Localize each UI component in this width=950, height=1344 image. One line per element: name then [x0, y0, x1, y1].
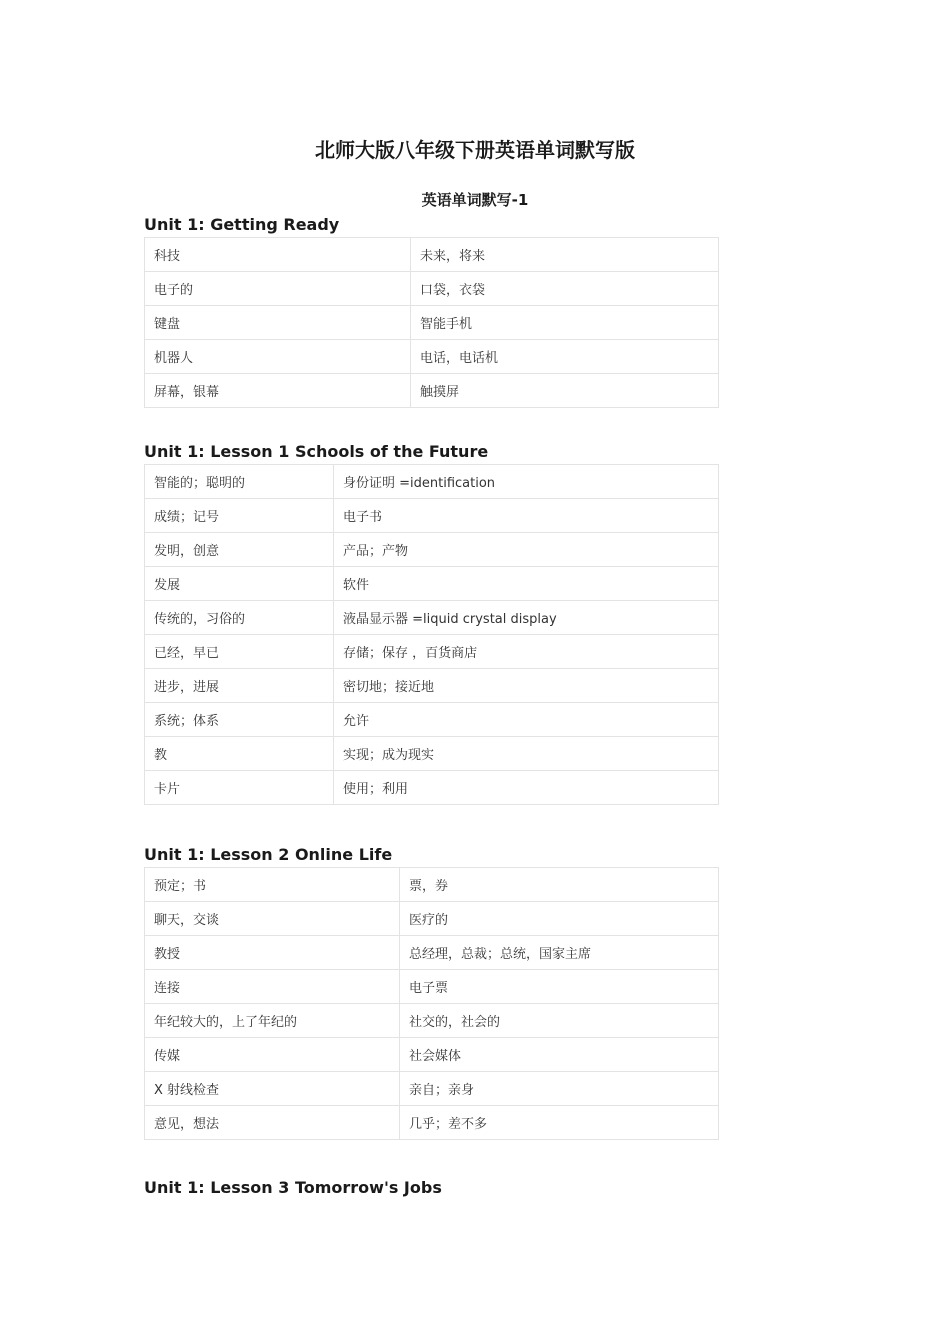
table-row [145, 601, 719, 635]
table-row [145, 868, 719, 902]
table-cell: 智能手机 [411, 306, 719, 340]
section-heading-lesson-2: Unit 1: Lesson 2 Online Life [144, 845, 393, 864]
table-cell: 智能的；聪明的 [145, 465, 334, 499]
table-row [145, 1106, 719, 1140]
table-cell: 电话，电话机 [411, 340, 719, 374]
table-cell: 存储；保存 ，百货商店 [334, 635, 719, 669]
table-cell: 触摸屏 [411, 374, 719, 408]
table-cell: 成绩；记号 [145, 499, 334, 533]
table-cell: 年纪较大的，上了年纪的 [145, 1004, 400, 1038]
table-cell: 未来，将来 [411, 238, 719, 272]
table-cell: 社会媒体 [400, 1038, 719, 1072]
table-cell: 电子书 [334, 499, 719, 533]
table-cell: 社交的，社会的 [400, 1004, 719, 1038]
table-row [145, 1004, 719, 1038]
table-row [145, 970, 719, 1004]
section-heading-lesson-3: Unit 1: Lesson 3 Tomorrow's Jobs [144, 1178, 442, 1197]
table-row [145, 533, 719, 567]
table-cell: 产品；产物 [334, 533, 719, 567]
table-row [145, 306, 719, 340]
table-cell: 已经，早已 [145, 635, 334, 669]
table-cell: 预定；书 [145, 868, 400, 902]
table-row [145, 465, 719, 499]
table-cell: 连接 [145, 970, 400, 1004]
section-heading-lesson-1: Unit 1: Lesson 1 Schools of the Future [144, 442, 489, 461]
vocab-table-getting-ready [144, 237, 719, 408]
table-cell: 发展 [145, 567, 334, 601]
table-row [145, 635, 719, 669]
table-cell: X 射线检查 [145, 1072, 400, 1106]
table-row [145, 703, 719, 737]
table-cell: 票，券 [400, 868, 719, 902]
table-cell: 传统的，习俗的 [145, 601, 334, 635]
table-cell: 机器人 [145, 340, 411, 374]
table-cell: 身份证明 =identification [334, 465, 719, 499]
table-row [145, 902, 719, 936]
table-cell: 使用；利用 [334, 771, 719, 805]
table-cell: 发明，创意 [145, 533, 334, 567]
table-row [145, 374, 719, 408]
document-subtitle: 英语单词默写-1 [421, 191, 529, 209]
table-cell: 进步，进展 [145, 669, 334, 703]
table-row [145, 771, 719, 805]
table-cell: 允许 [334, 703, 719, 737]
table-cell: 键盘 [145, 306, 411, 340]
table-cell: 液晶显示器 =liquid crystal display [334, 601, 719, 635]
table-cell: 几乎；差不多 [400, 1106, 719, 1140]
table-cell: 系统；体系 [145, 703, 334, 737]
table-cell: 传媒 [145, 1038, 400, 1072]
table-row [145, 238, 719, 272]
table-cell: 电子票 [400, 970, 719, 1004]
table-row [145, 669, 719, 703]
table-cell: 实现；成为现实 [334, 737, 719, 771]
table-cell: 教授 [145, 936, 400, 970]
table-row [145, 340, 719, 374]
table-cell: 教 [145, 737, 334, 771]
table-cell: 科技 [145, 238, 411, 272]
table-cell: 密切地；接近地 [334, 669, 719, 703]
table-row [145, 499, 719, 533]
table-cell: 聊天，交谈 [145, 902, 400, 936]
table-row [145, 272, 719, 306]
table-row [145, 737, 719, 771]
section-heading-getting-ready: Unit 1: Getting Ready [144, 215, 340, 234]
table-cell: 口袋，衣袋 [411, 272, 719, 306]
table-cell: 屏幕，银幕 [145, 374, 411, 408]
table-cell: 总经理，总裁；总统，国家主席 [400, 936, 719, 970]
table-cell: 软件 [334, 567, 719, 601]
table-row [145, 1072, 719, 1106]
table-cell: 意见，想法 [145, 1106, 400, 1140]
table-cell: 电子的 [145, 272, 411, 306]
table-row [145, 936, 719, 970]
vocab-table-lesson-2 [144, 867, 719, 1140]
vocab-table-lesson-1 [144, 464, 719, 805]
table-cell: 卡片 [145, 771, 334, 805]
table-row [145, 1038, 719, 1072]
document-title: 北师大版八年级下册英语单词默写版 [315, 138, 635, 162]
table-cell: 亲自；亲身 [400, 1072, 719, 1106]
table-row [145, 567, 719, 601]
table-cell: 医疗的 [400, 902, 719, 936]
